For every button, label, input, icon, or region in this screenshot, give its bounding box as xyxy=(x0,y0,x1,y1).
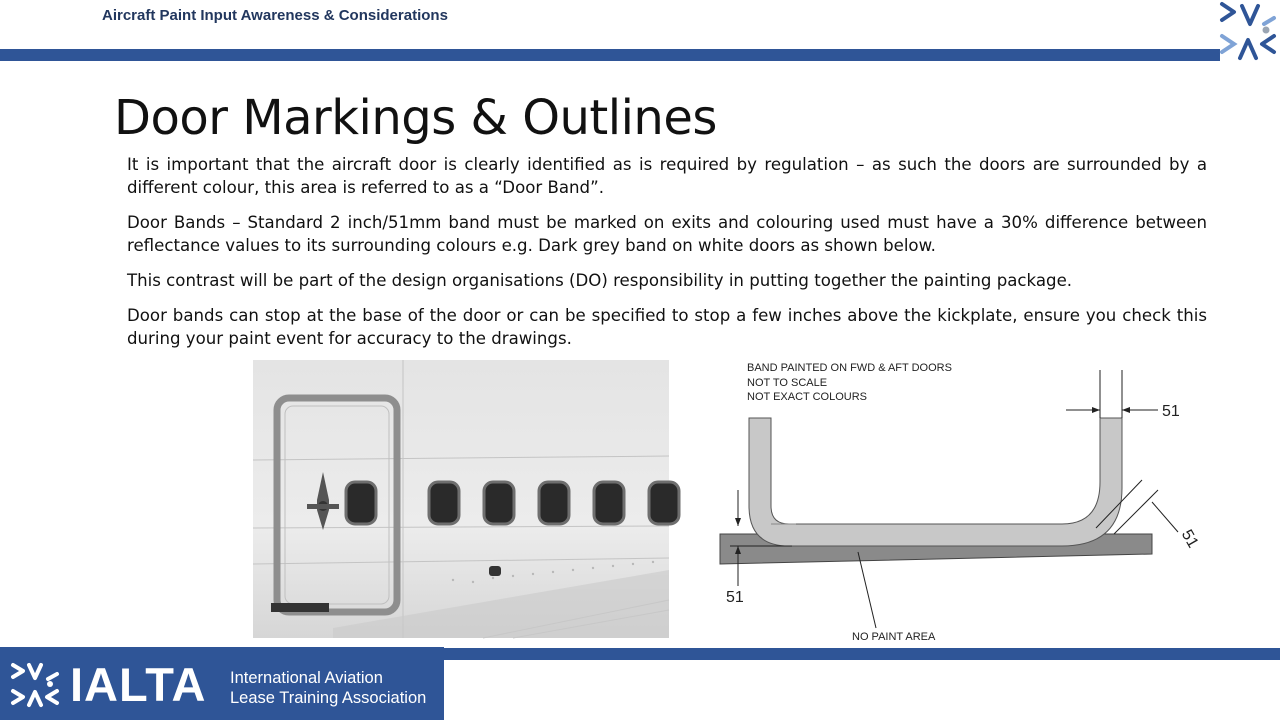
paragraph-kickplate: Door bands can stop at the base of the door or can be specified to stop a few inches above the kickplate, ensure you check this during your paint event for accuracy to the drawings. xyxy=(127,306,1207,348)
header-bar xyxy=(0,49,1220,61)
ialta-footer-mark-icon xyxy=(10,661,60,707)
paragraph-door-bands: Door Bands – Standard 2 inch/51mm band must be marked on exits and colouring used must have a 30% difference between reflectance values to its surrounding colours e.g. Dark grey band on white doors as shown below. xyxy=(127,213,1207,255)
footer-bar xyxy=(444,648,1280,660)
footer-association-name xyxy=(230,668,426,708)
slide-title: Door Markings & Outlines xyxy=(114,90,717,146)
body-text xyxy=(127,153,1207,362)
diagram-note-band-painted: BAND PAINTED ON FWD & AFT DOORS xyxy=(747,362,952,374)
footer-brand-name: IALTA xyxy=(70,658,207,711)
diagram-note-not-to-scale: NOT TO SCALE xyxy=(747,377,828,389)
footer-line-1: International Aviation xyxy=(230,669,383,687)
paragraph-door-identification: It is important that the aircraft door is clearly identified as is required by regulation – as such the doors are surrounded by a different colour, this area is referred to as a “Door Band”. xyxy=(127,155,1207,197)
footer-logo xyxy=(0,647,444,720)
dimension-diagonal-label: 51 xyxy=(1177,527,1202,551)
door-band-diagram xyxy=(712,358,1202,648)
paragraph-do-responsibility: This contrast will be part of the design organisations (DO) responsibility in putting together the painting package. xyxy=(127,271,1073,290)
aircraft-door-photo xyxy=(253,360,669,638)
dimension-top-label: 51 xyxy=(1162,403,1180,420)
door-band-shape xyxy=(749,418,1122,546)
footer-line-2: Lease Training Association xyxy=(230,689,427,707)
header-title: Aircraft Paint Input Awareness & Considerations xyxy=(102,7,448,24)
diagram-note-not-exact-colours: NOT EXACT COLOURS xyxy=(747,391,868,403)
no-paint-area-label: NO PAINT AREA xyxy=(852,631,936,643)
dimension-left-label: 51 xyxy=(726,589,744,606)
ialta-logo-mark-icon xyxy=(1216,0,1280,64)
